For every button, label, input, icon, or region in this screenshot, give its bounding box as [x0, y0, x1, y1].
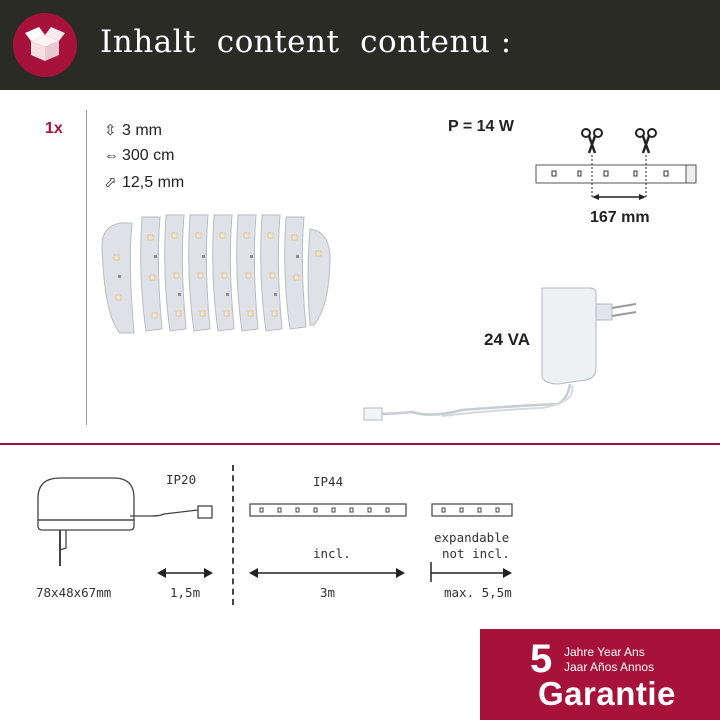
double-arrow-icon	[247, 565, 407, 581]
max-length: max. 5,5m	[444, 585, 512, 600]
adapter-size: 78x48x67mm	[36, 585, 112, 600]
guarantee-label: Garantie	[538, 675, 676, 712]
strip-length: 3m	[320, 585, 336, 600]
power-label: P = 14 W	[448, 118, 514, 135]
adapter-rating-label: 24 VA	[484, 330, 530, 349]
scissors-icon	[636, 129, 656, 153]
guarantee-line-1: Jahre Year Ans	[564, 645, 645, 659]
expansion-not-included: not incl.	[442, 546, 510, 561]
strip-included-label: incl.	[313, 546, 351, 561]
quantity-label: 1x	[45, 120, 63, 137]
diagonal-arrow-icon: ⬀	[104, 174, 117, 191]
section-divider	[0, 443, 720, 445]
strip-ip-rating: IP44	[313, 474, 344, 489]
max-arrow-icon	[428, 560, 514, 584]
width-arrow-icon: ⇔	[104, 147, 119, 164]
guarantee-years: 5	[530, 637, 553, 681]
led-strip-roll-illustration	[98, 205, 338, 340]
height-arrow-icon: ⇳	[104, 122, 117, 139]
cut-diagram	[534, 125, 700, 215]
adapter-outline-icon	[30, 470, 230, 580]
dimension-depth: ⬀ 12,5 mm	[104, 174, 185, 191]
scissors-icon	[582, 129, 602, 153]
expansion-strip-icon	[430, 500, 514, 520]
adapter-ip-rating: IP20	[166, 472, 197, 487]
power-adapter-illustration	[362, 280, 642, 430]
cut-length-label: 167 mm	[590, 209, 650, 226]
double-arrow-icon	[155, 565, 215, 581]
strip-outline-icon	[248, 500, 408, 520]
guarantee-badge	[480, 629, 720, 720]
guarantee-line-2: Jaar Años Annos	[564, 660, 655, 674]
dimension-height: ⇳ 3 mm	[104, 122, 162, 139]
divider	[86, 110, 87, 425]
dimension-width: ⇔ 300 cm	[104, 147, 175, 164]
cable-length: 1,5m	[170, 585, 201, 600]
dashed-divider	[232, 465, 234, 605]
box-icon	[13, 13, 77, 77]
page-title: Inhalt content contenu :	[100, 24, 512, 60]
expansion-label: expandable	[434, 530, 510, 545]
